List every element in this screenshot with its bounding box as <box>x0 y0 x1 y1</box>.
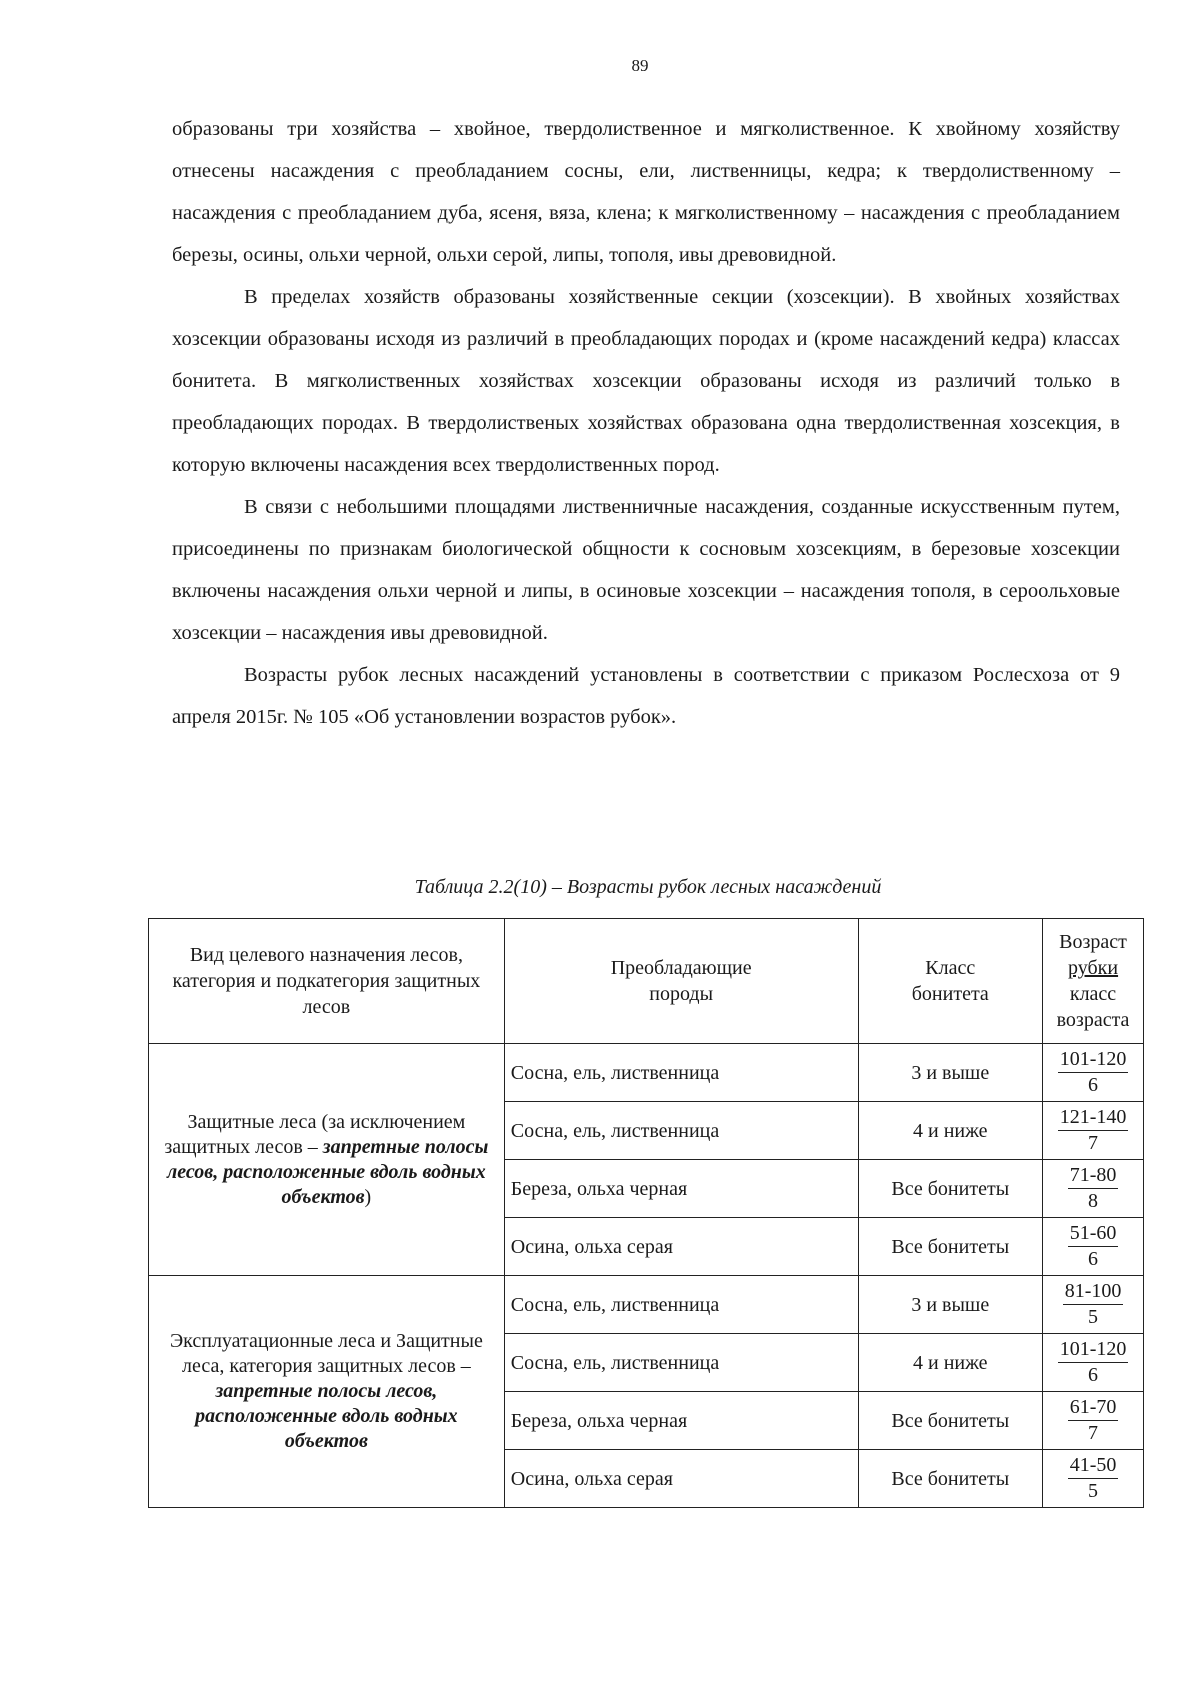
category-emphasis: запретные полосы лесов, расположенные вдоль водных объектов <box>167 1135 489 1208</box>
species-cell: Осина, ольха серая <box>504 1450 858 1508</box>
header-category: Вид целевого назначения лесов, категория и подкатегория защитных лесов <box>149 919 505 1044</box>
bonitet-cell: 3 и выше <box>858 1044 1043 1102</box>
table-row <box>149 1276 1144 1334</box>
age-cell <box>1043 1392 1144 1450</box>
category-text: Защитные леса (за исключением защитных лесов – <box>164 1110 466 1158</box>
cutting-age: 41-50 <box>1068 1453 1119 1479</box>
header-species-text: Преобладающие породы <box>610 957 752 1005</box>
cutting-age: 61-70 <box>1068 1395 1119 1421</box>
table-header-row <box>149 919 1144 1044</box>
category-text: Эксплуатационные леса и Защитные леса, категория защитных лесов – <box>169 1330 483 1377</box>
age-class: 6 <box>1088 1364 1099 1386</box>
age-class: 8 <box>1088 1190 1099 1212</box>
species-cell: Береза, ольха черная <box>504 1160 858 1218</box>
paragraph: В пределах хозяйств образованы хозяйственные секции (хозсекции). В хвойных хозяйствах хозсекции образованы исходя из различий в преобладающих породах и (кроме насаждений кедра) классах бонитета. В мягколиственных хозяйствах хозсекции образованы исходя из различий только в преобладающих породах. В твердолиственых хозяйствах образована одна твердолиственная хозсекция, в которую включены насаждения всех твердолиственных пород. <box>172 286 1120 476</box>
paragraph: Возрасты рубок лесных насаждений установлены в соответствии с приказом Рослесхоза от 9 апреля 2015г. № 105 «Об установлении возрастов рубок». <box>172 664 1120 728</box>
age-class: 6 <box>1088 1248 1099 1270</box>
species-cell: Сосна, ель, лиственница <box>504 1276 858 1334</box>
species-cell: Береза, ольха черная <box>504 1392 858 1450</box>
cutting-age: 101-120 <box>1058 1337 1129 1363</box>
species-cell: Осина, ольха серая <box>504 1218 858 1276</box>
category-emphasis: запретные полосы лесов, расположенные вдоль водных объектов <box>195 1380 458 1452</box>
header-age-line2: рубки <box>1067 957 1119 979</box>
category-tail: ) <box>364 1185 372 1208</box>
header-bonitet-text: Класс бонитета <box>911 957 989 1005</box>
age-fraction <box>1068 1395 1119 1446</box>
header-bonitet <box>858 919 1043 1044</box>
age-cell <box>1043 1334 1144 1392</box>
table-caption: Таблица 2.2(10) – Возрасты рубок лесных насаждений <box>414 876 882 898</box>
age-fraction <box>1068 1163 1119 1214</box>
bonitet-cell: Все бонитеты <box>858 1450 1043 1508</box>
header-age-line3: класс возраста <box>1056 983 1130 1031</box>
bonitet-cell: 4 и ниже <box>858 1334 1043 1392</box>
body-text <box>172 108 1120 738</box>
age-cell <box>1043 1276 1144 1334</box>
age-cell <box>1043 1450 1144 1508</box>
age-fraction <box>1063 1279 1124 1330</box>
age-class: 7 <box>1088 1422 1099 1444</box>
cutting-age-table <box>148 918 1144 1508</box>
paragraph: В связи с небольшими площадями лиственничные насаждения, созданные искусственным путем, присоединены по признакам биологической общности к сосновым хозсекциям, в березовые хозсекции включены насаждения ольхи черной и липы, в осиновые хозсекции – насаждения тополя, в сероольховые хозсекции – насаждения ивы древовидной. <box>172 496 1120 644</box>
age-cell <box>1043 1044 1144 1102</box>
age-fraction <box>1068 1453 1119 1504</box>
header-age <box>1043 919 1144 1044</box>
table-row <box>149 1044 1144 1102</box>
header-species <box>504 919 858 1044</box>
cutting-age: 101-120 <box>1058 1047 1129 1073</box>
age-cell <box>1043 1160 1144 1218</box>
page-number: 89 <box>631 56 649 75</box>
age-fraction <box>1058 1047 1129 1098</box>
age-class: 5 <box>1088 1306 1099 1328</box>
paragraph: образованы три хозяйства – хвойное, твердолиственное и мягколиственное. К хвойному хозяйству отнесены насаждения с преобладанием сосны, ели, лиственницы, кедра; к твердолиственному – насаждения с преобладанием дуба, ясеня, вяза, клена; к мягколиственному – насаждения с преобладанием березы, осины, ольхи черной, ольхи серой, липы, тополя, ивы древовидной. <box>172 118 1120 266</box>
cutting-age: 71-80 <box>1068 1163 1119 1189</box>
age-fraction <box>1068 1221 1119 1272</box>
species-cell: Сосна, ель, лиственница <box>504 1334 858 1392</box>
age-class: 5 <box>1088 1480 1099 1502</box>
bonitet-cell: Все бонитеты <box>858 1392 1043 1450</box>
age-class: 6 <box>1088 1074 1099 1096</box>
cutting-age: 121-140 <box>1058 1105 1129 1131</box>
cutting-age: 51-60 <box>1068 1221 1119 1247</box>
age-cell <box>1043 1218 1144 1276</box>
cutting-age: 81-100 <box>1063 1279 1124 1305</box>
age-class: 7 <box>1088 1132 1099 1154</box>
bonitet-cell: 4 и ниже <box>858 1102 1043 1160</box>
bonitet-cell: 3 и выше <box>858 1276 1043 1334</box>
species-cell: Сосна, ель, лиственница <box>504 1102 858 1160</box>
age-fraction <box>1058 1337 1129 1388</box>
header-age-line1: Возраст <box>1059 931 1127 953</box>
bonitet-cell: Все бонитеты <box>858 1160 1043 1218</box>
category-cell <box>149 1276 505 1508</box>
species-cell: Сосна, ель, лиственница <box>504 1044 858 1102</box>
bonitet-cell: Все бонитеты <box>858 1218 1043 1276</box>
category-cell <box>149 1044 505 1276</box>
age-fraction <box>1058 1105 1129 1156</box>
age-cell <box>1043 1102 1144 1160</box>
